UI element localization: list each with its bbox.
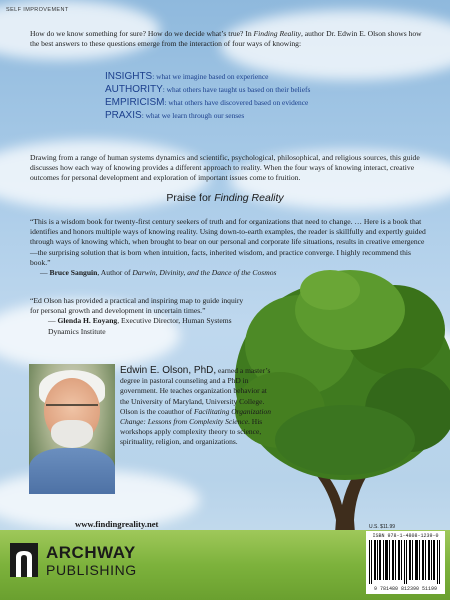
isbn-text: ISBN 978-1-4808-1239-0	[372, 533, 439, 539]
way-insights: INSIGHTS: what we imagine based on experience	[105, 71, 269, 82]
book-title: Finding Reality	[253, 29, 301, 38]
author-photo	[29, 364, 115, 494]
endorsement-quote: “This is a wisdom book for twenty-first century seekers of truth and for organizations that need to change. … Here is a book that identifies and honors multiple ways of knowing reality. Using down-to-earth examples, the reader is skillfully and expertly guided through ways of knowing which, when brought to bear on our personal and corporate life situations, results in creative emergence—the surprising solution that is born when intuition, facts, inherited wisdom, and practice converge. I highly recommend this book.” — Bruce Sanguin, Author of Darwin, Divinity, and the Dance of the Cosmos	[30, 217, 428, 278]
publisher-logo	[10, 543, 155, 581]
barcode-number: 9 781480 812390 51199	[373, 586, 438, 592]
author-bio: Edwin E. Olson, PhD, earned a master’s degree in pastoral counseling and a PhD in government. He teaches organization behavior at the University of Maryland, University College. Olson is the coauthor of Facilitating Organization Change: Lessons from Complexity Science. His workshops apply complexity theory to science, spirituality, religion, and organizations.	[120, 365, 271, 447]
intro-paragraph: How do we know something for sure? How do we decide what’s true? In Finding Reality, author Dr. Edwin E. Olson shows how the best answers to these questions emerge from the interaction of four ways of knowing:	[30, 29, 422, 49]
publisher-name-line2: PUBLISHING	[46, 562, 137, 578]
way-praxis: PRAXIS: what we learn through our senses	[105, 110, 245, 121]
author-name: Edwin E. Olson, PhD,	[120, 365, 217, 376]
publisher-logo-mark	[10, 543, 38, 577]
endorsement-attribution: — Bruce Sanguin, Author of Darwin, Divinity, and the Dance of the Cosmos	[40, 268, 277, 278]
endorsement-quote: “Ed Olson has provided a practical and inspiring map to guide inquiry for personal growth and development in uncertain times.” — Glenda H. Eoyang, Executive Director, Human Systems Dynamics Institute	[30, 296, 244, 336]
ways-of-knowing-list	[105, 70, 405, 122]
barcode-box	[366, 531, 445, 594]
category-label: SELF IMPROVEMENT	[6, 7, 69, 13]
description-paragraph: Drawing from a range of human systems dynamics and scientific, psychological, philosophical, and religious sources, this guide discusses how each way of knowing provides a different approach to reality. When the four ways of knowing interact, creative outcomes for personal development and exploration of important issues come to fruition.	[30, 153, 420, 183]
way-empiricism: EMPIRICISM: what others have discovered based on evidence	[105, 97, 309, 108]
website-url[interactable]: www.findingreality.net	[75, 519, 159, 529]
way-authority: AUTHORITY: what others have taught us based on their beliefs	[105, 84, 311, 95]
price-label: U.S. $11.99	[369, 524, 396, 530]
barcode	[369, 540, 442, 586]
publisher-name-line1: ARCHWAY	[46, 543, 136, 562]
endorsement-attribution: — Glenda H. Eoyang, Executive Director, Human Systems Dynamics Institute	[48, 316, 232, 336]
praise-heading: Praise for Finding Reality	[166, 192, 284, 204]
